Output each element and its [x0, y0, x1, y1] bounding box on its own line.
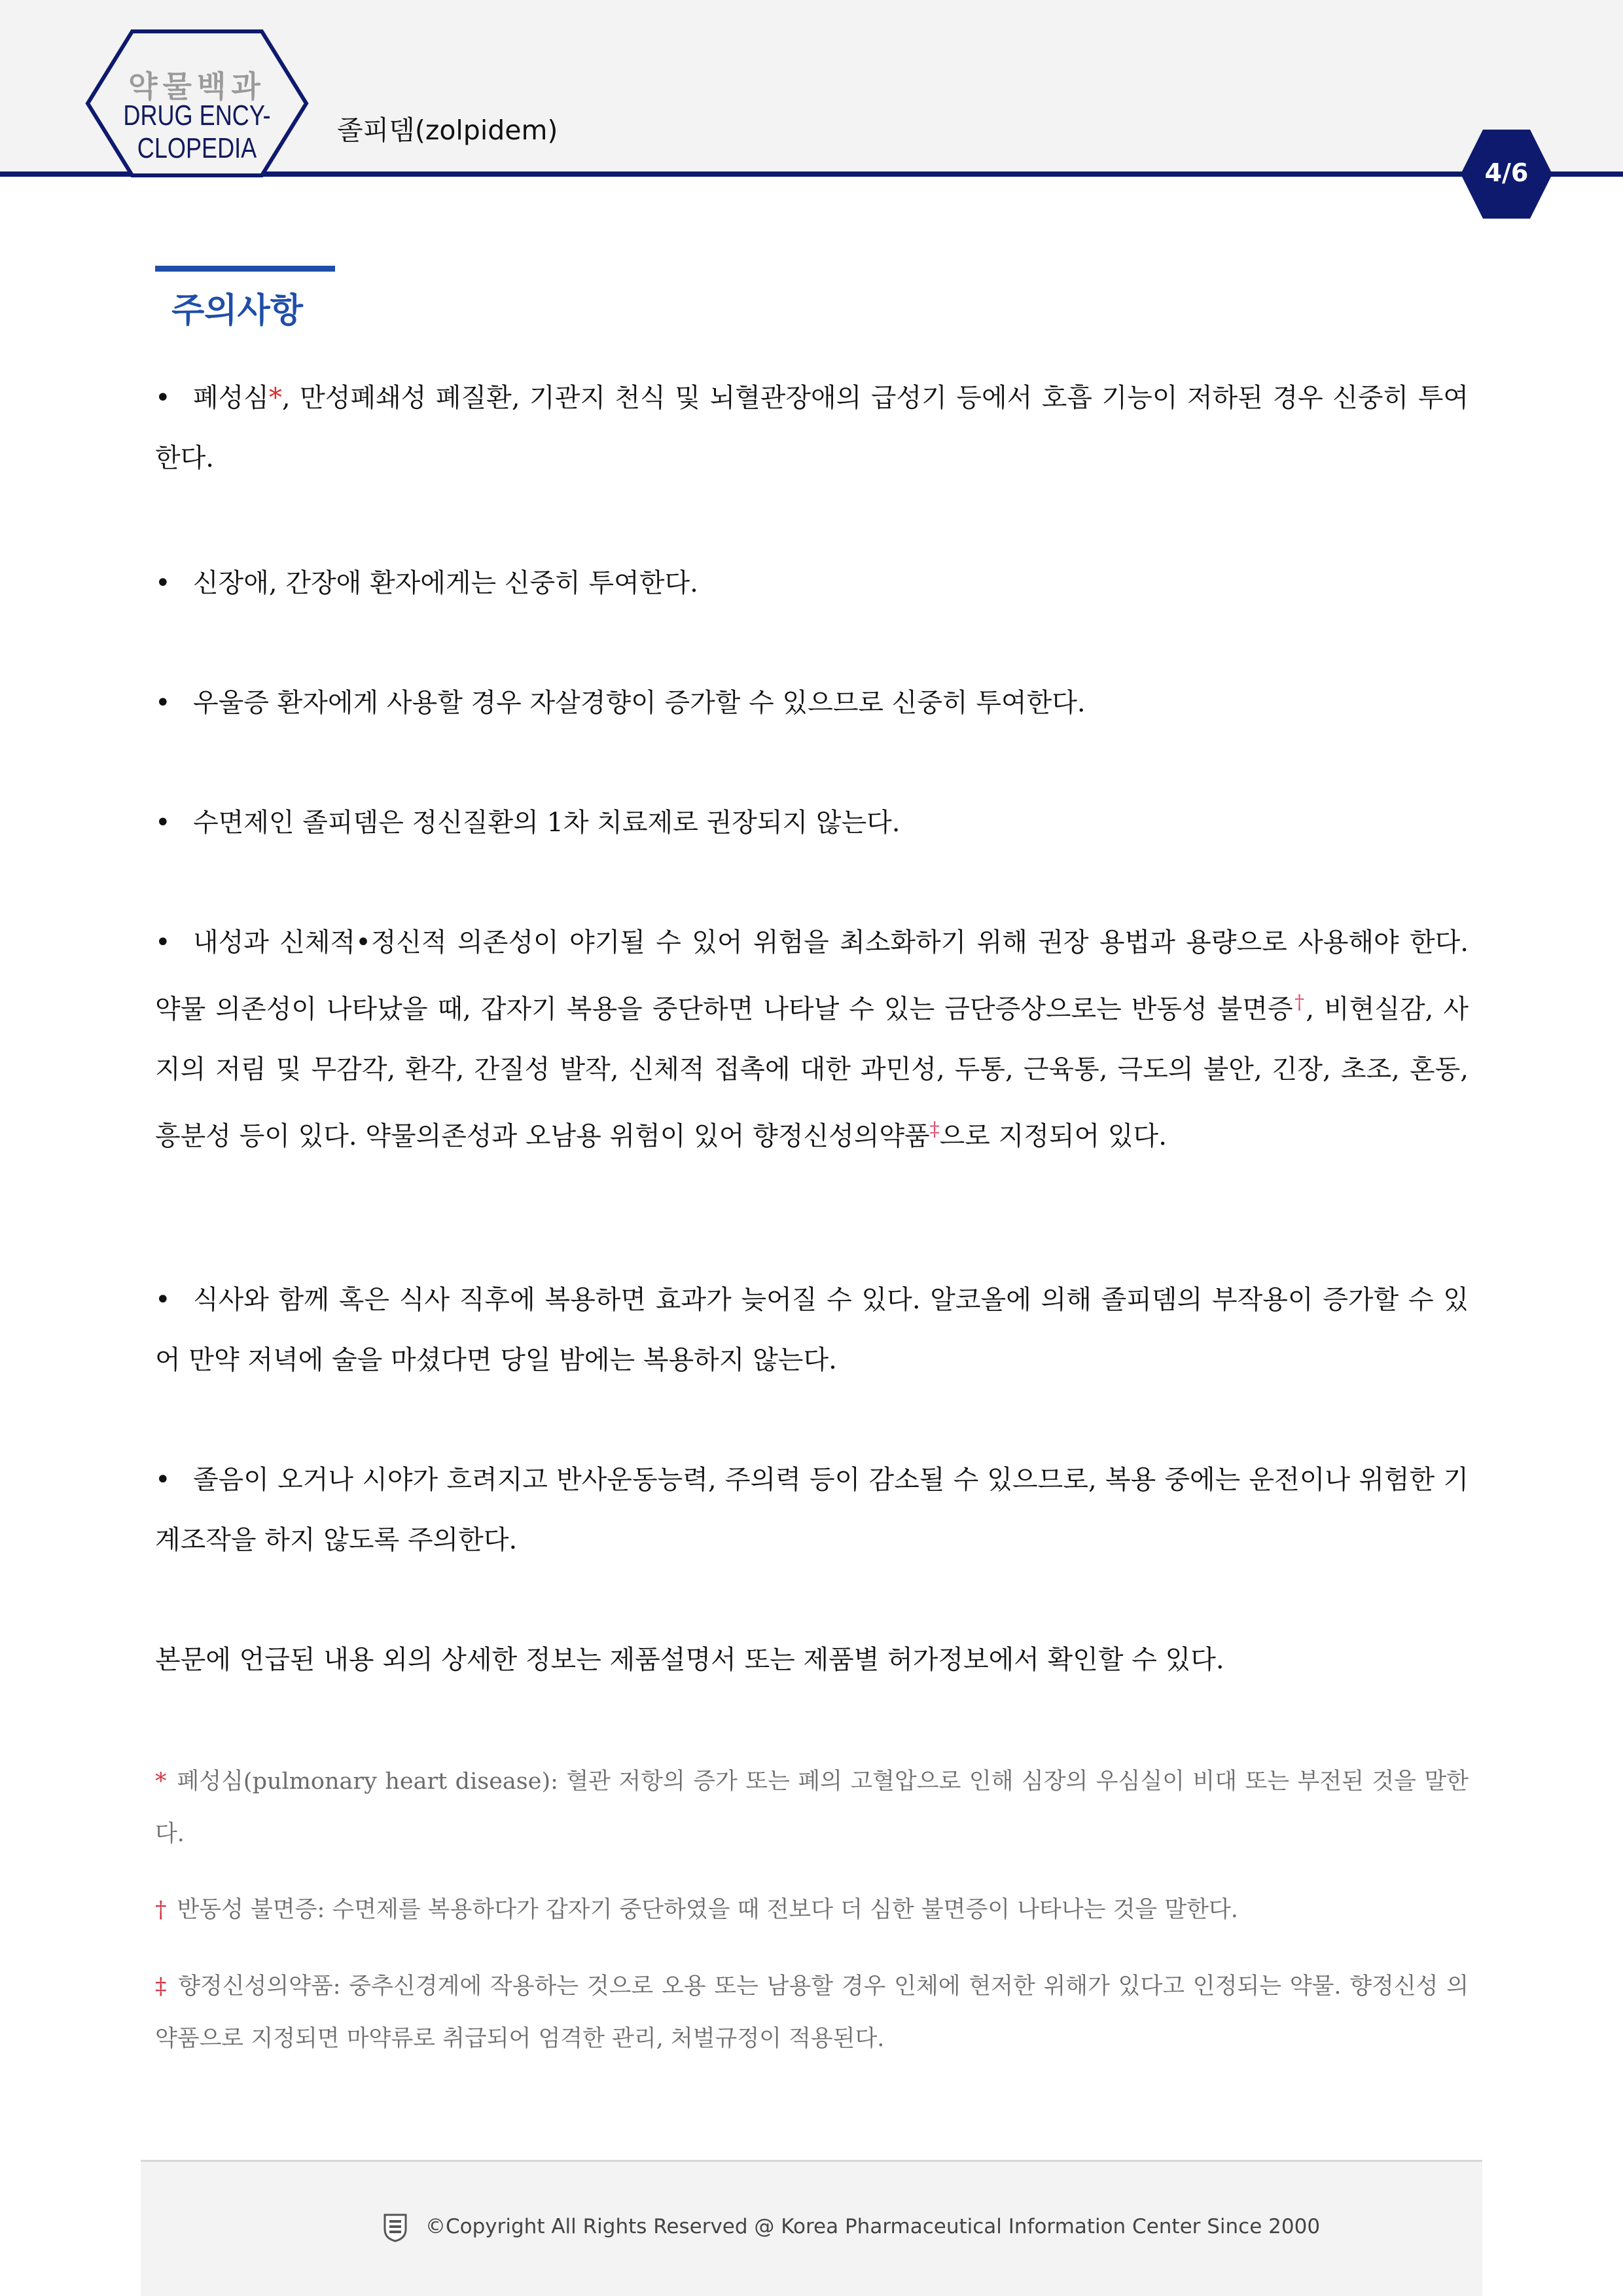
bullet-item: [155, 673, 1469, 733]
bullet-item: [155, 553, 1469, 613]
bullet-text: , 비현실감, 사지의 저림 및 무감각, 환각, 간질성 발작, 신체적 접촉에 대한 과민성, 두통, 근육통, 극도의 불안, 긴장, 초조, 혼동, 흥분성 등이 있다. 약물의존성과 오남용 위험이 있어 향정신성의약품: [155, 994, 1469, 1151]
bullet-text: 수면제인 졸피뎀은 정신질환의 1차 치료제로 권장되지 않는다.: [193, 808, 901, 838]
section-title: 주의사항: [171, 291, 303, 331]
bullet-text: 졸음이 오거나 시야가 흐려지고 반사운동능력, 주의력 등이 감소될 수 있으므로, 복용 중에는 운전이나 위험한 기계조작을 하지 않도록 주의한다.: [155, 1465, 1469, 1555]
bullet-item: [155, 1450, 1469, 1570]
kpic-emblem-icon: [383, 2212, 408, 2242]
section-title-bar: [155, 266, 335, 272]
footnote: [155, 1755, 1469, 1860]
footnote: [155, 1960, 1469, 2065]
bullet-item: [155, 1270, 1469, 1390]
bullet-text: 우울증 환자에게 사용할 경우 자살경향이 증가할 수 있으므로 신중히 투여한다.: [193, 688, 1086, 718]
bullet-text: 폐성심: [193, 383, 269, 413]
footnote-marker: †: [1293, 991, 1306, 1014]
bullet-text: 신장애, 간장애 환자에게는 신중히 투여한다.: [193, 568, 698, 598]
bullet-text: 식사와 함께 혹은 식사 직후에 복용하면 효과가 늦어질 수 있다. 알코올에 의해 졸피뎀의 부작용이 증가할 수 있어 만약 저녁에 술을 마셨다면 당일 밤에는 복용하지 않는다.: [155, 1285, 1469, 1375]
doc-title: 졸피뎀(zolpidem): [337, 115, 558, 146]
bullet-dot: •: [155, 688, 171, 718]
copyright-text: ©Copyright All Rights Reserved @ Korea Pharmaceutical Information Center Since 2000: [425, 2215, 1321, 2238]
footnote-marker: ‡: [929, 1118, 940, 1141]
bullet-dot: •: [155, 808, 171, 838]
closing-text: 본문에 언급된 내용 외의 상세한 정보는 제품설명서 또는 제품별 허가정보에서 확인할 수 있다.: [155, 1645, 1224, 1675]
logo-badge: [84, 29, 310, 178]
footnote-marker: *: [155, 1768, 167, 1795]
bullet-item: [155, 368, 1469, 488]
footnote-text: 반동성 불면증: 수면제를 복용하다가 갑자기 중단하였을 때 전보다 더 심한 불면증이 나타나는 것을 말한다.: [177, 1897, 1238, 1923]
page-badge: [1458, 126, 1555, 223]
footnote-text: 폐성심(pulmonary heart disease): 혈관 저항의 증가 또는 폐의 고혈압으로 인해 심장의 우심실이 비대 또는 부전된 것을 말한다.: [155, 1768, 1469, 1847]
bullet-dot: •: [155, 568, 171, 598]
bullet-item: [155, 793, 1469, 853]
bullet-dot: •: [155, 927, 171, 958]
logo-english-line2: CLOPEDIA: [137, 132, 257, 164]
footnote-marker: *: [268, 383, 282, 413]
footer: [141, 2160, 1482, 2296]
bullet-dot: •: [155, 383, 171, 413]
footnote-marker: †: [155, 1897, 167, 1923]
bullet-dot: •: [155, 1285, 171, 1315]
bullet-text: 내성과 신체적•정신적 의존성이 야기될 수 있어 위험을 최소화하기 위해 권장 용법과 용량으로 사용해야 한다. 약물 의존성이 나타났을 때, 갑자기 복용을 중단하면 나타날 수 있는 금단증상으로는 반동성 불면증: [155, 927, 1469, 1024]
bullet-dot: •: [155, 1465, 171, 1495]
footnote-text: 향정신성의약품: 중추신경계에 작용하는 것으로 오용 또는 남용할 경우 인체에 현저한 위해가 있다고 인정되는 약물. 향정신성 의약품으로 지정되면 마약류로 취급되어 엄격한 관리, 처벌규정이 적용된다.: [155, 1973, 1469, 2052]
footnote-marker: ‡: [155, 1973, 168, 2000]
bullet-text: , 만성폐쇄성 폐질환, 기관지 천식 및 뇌혈관장애의 급성기 등에서 호흡 기능이 저하된 경우 신중히 투여한다.: [155, 383, 1469, 473]
bullet-item: [155, 912, 1469, 1166]
page-indicator: 4/6: [1484, 158, 1529, 187]
footnote: [155, 1884, 1469, 1936]
footer-rule: [141, 2160, 1482, 2162]
bullet-text: 으로 지정되어 있다.: [939, 1121, 1167, 1151]
logo-korean: 약물백과: [128, 69, 266, 103]
logo-english-line1: DRUG ENCY-: [123, 99, 271, 132]
